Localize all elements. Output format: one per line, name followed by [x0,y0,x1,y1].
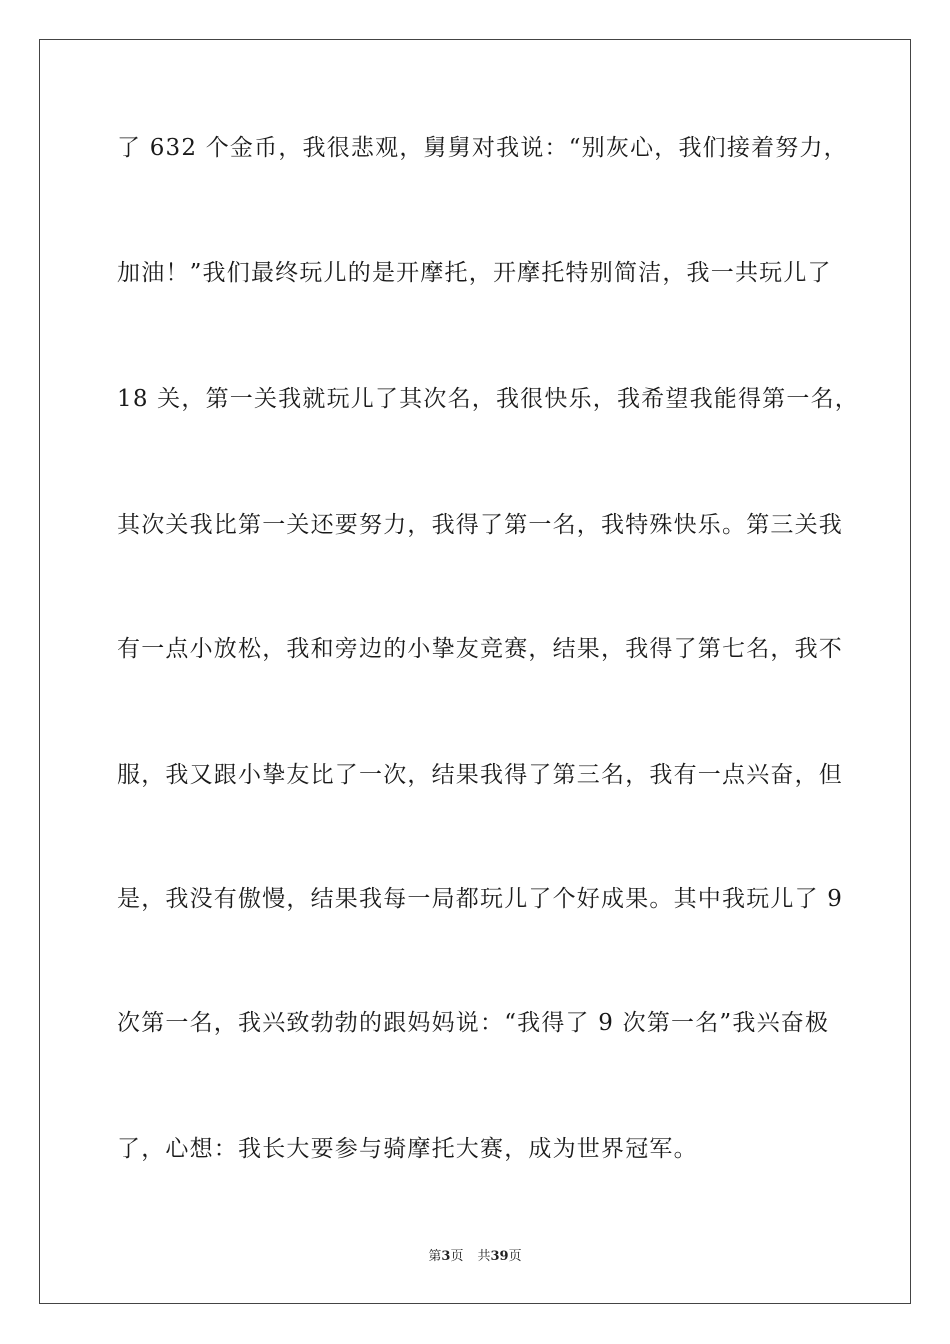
page-suffix: 页 [450,1249,464,1264]
body-text-line-8: 次第一名，我兴致勃勃的跟妈妈说：“我得了 9 次第一名”我兴奋极 [117,1010,830,1036]
body-text-line-6: 服，我又跟小挚友比了一次，结果我得了第三名，我有一点兴奋，但 [117,762,843,788]
page-footer [0,1248,950,1266]
total-prefix: 共 [477,1249,491,1264]
body-text-line-1: 了 632 个金币，我很悲观，舅舅对我说：“别灰心，我们接着努力， [117,135,848,161]
body-text-line-4: 其次关我比第一关还要努力，我得了第一名，我特殊快乐。第三关我 [117,512,843,538]
body-text-line-5: 有一点小放松，我和旁边的小挚友竞赛，结果，我得了第七名，我不 [117,636,843,662]
page-border [39,39,911,1304]
total-pages: 39 [490,1249,509,1264]
body-text-line-7: 是，我没有傲慢，结果我每一局都玩儿了个好成果。其中我玩儿了 9 [117,886,844,912]
total-suffix: 页 [508,1249,522,1264]
page-number: 3 [441,1249,451,1264]
body-text-line-2: 加油！”我们最终玩儿的是开摩托，开摩托特别简洁，我一共玩儿了 [117,260,832,286]
body-text-line-3: 18 关，第一关我就玩儿了其次名，我很快乐，我希望我能得第一名， [117,386,859,412]
body-text-line-9: 了，心想：我长大要参与骑摩托大赛，成为世界冠军。 [117,1136,698,1162]
page-prefix: 第 [428,1249,442,1264]
